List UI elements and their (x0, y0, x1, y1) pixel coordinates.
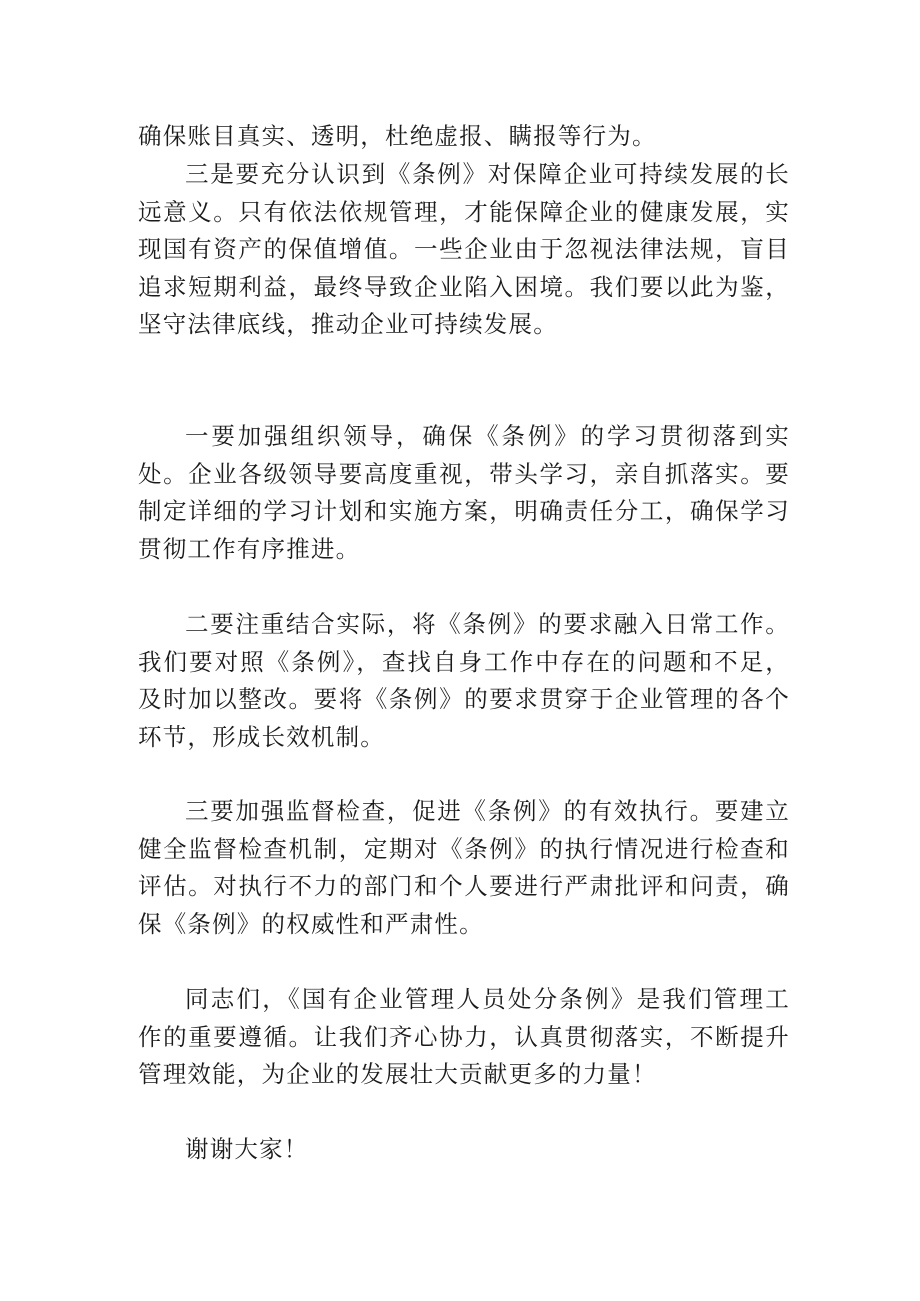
paragraph-closing-remarks: 同志们，《国有企业管理人员处分条例》是我们管理工作的重要遵循。让我们齐心协力，认真贯彻落实，不断提升管理效能，为企业的发展壮大贡献更多的力量！ (138, 985, 790, 1088)
paragraph-organization-leadership: 一要加强组织领导，确保《条例》的学习贯彻落到实处。企业各级领导要高度重视，带头学习，亲自抓落实。要制定详细的学习计划和实施方案，明确责任分工，确保学习贯彻工作有序推进。 (138, 422, 790, 563)
paragraph-supervision-inspection: 三要加强监督检查，促进《条例》的有效执行。要建立健全监督检查机制，定期对《条例》的执行情况进行检查和评估。对执行不力的部门和个人要进行严肃批评和问责，确保《条例》的权威性和严肃性。 (138, 797, 790, 938)
paragraph-long-term-significance: 三是要充分认识到《条例》对保障企业可持续发展的长远意义。只有依法依规管理，才能保障企业的健康发展，实现国有资产的保值增值。一些企业由于忽视法律法规，盲目追求短期利益，最终导致企业陷入困境。我们要以此为鉴，坚守法律底线，推动企业可持续发展。 (138, 160, 790, 338)
paragraph-integrate-practice: 二要注重结合实际，将《条例》的要求融入日常工作。我们要对照《条例》，查找自身工作中存在的问题和不足，及时加以整改。要将《条例》的要求贯穿于企业管理的各个环节，形成长效机制。 (138, 610, 790, 751)
paragraph-continued: 确保账目真实、透明，杜绝虚报、瞒报等行为。 (138, 122, 657, 150)
paragraph-thanks: 谢谢大家！ (185, 1135, 309, 1163)
